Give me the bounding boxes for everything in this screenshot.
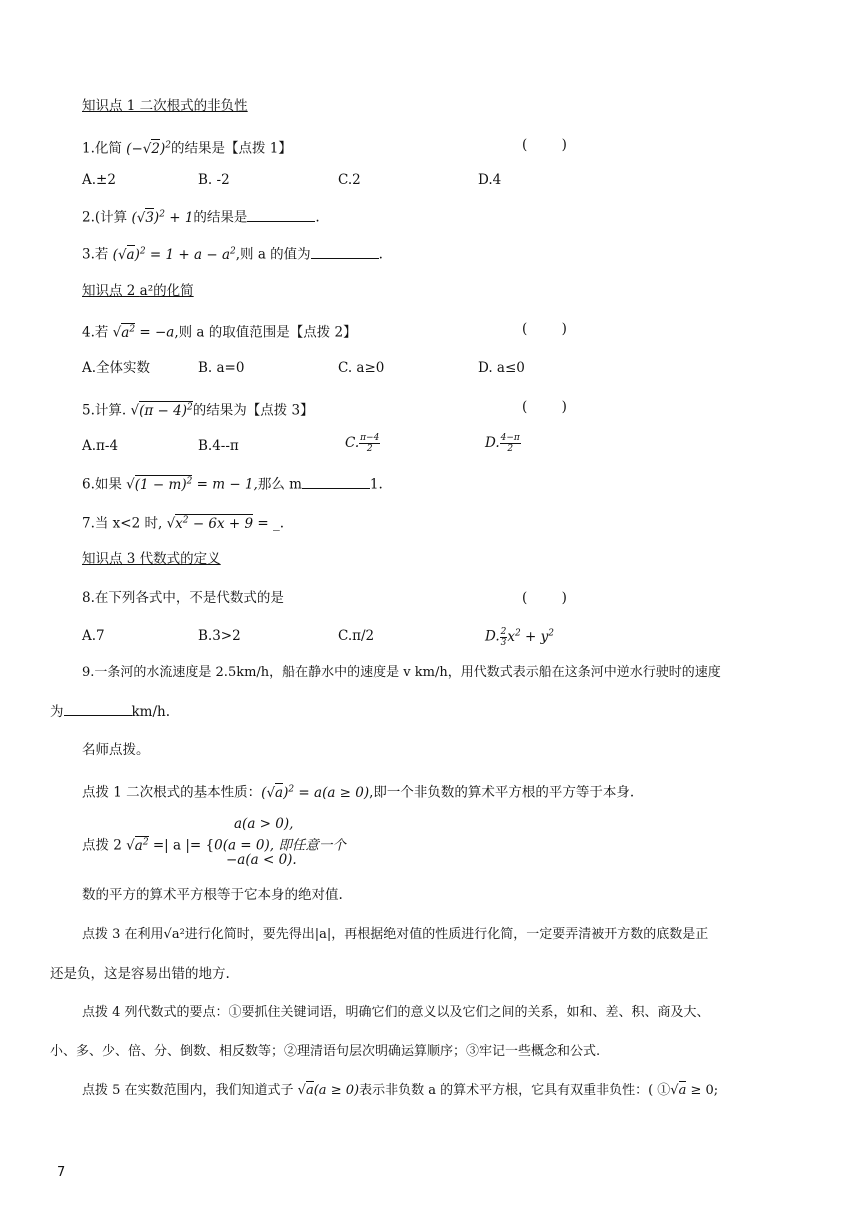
q8-option-d-fraction: $\frac{2}{3}$ <box>500 626 507 648</box>
q3-answer-blank <box>311 246 379 259</box>
tip2-case-1: a(a > 0), <box>234 816 294 832</box>
q4-expression: $√a^2 = -a$ <box>112 324 175 341</box>
q3-expression: $(√a)^2 = 1 + a - a^2$ <box>112 246 236 263</box>
section-heading-1: 知识点 1 二次根式的非负性 <box>82 98 248 114</box>
tip2-expression: $√a^2$ <box>126 837 149 854</box>
question-9-line-2: 为 km/h. <box>50 704 171 720</box>
tips-title: 名师点拨。 <box>82 742 150 758</box>
q4-option-c: C. a≥0 <box>338 360 385 376</box>
tip-2: 点拨 2 $√a^2$ =| a |= {0(a = 0), 即任意一个 <box>82 837 346 854</box>
q8-option-b: B.3>2 <box>198 628 241 644</box>
q6-expression: $√(1 - m)^2 = m - 1$, <box>126 476 258 493</box>
tip5-expression: √a(a ≥ 0) <box>297 1083 360 1098</box>
page-number: 7 <box>57 1165 66 1180</box>
section-heading-2: 知识点 2 a²的化简 <box>82 283 194 299</box>
question-3: 3.若 $(√a)^2 = 1 + a - a^2$,则 a 的值为 . <box>82 246 383 263</box>
question-1: 1.化简 $(-√2)^2$的结果是【点拨 1】 <box>82 140 292 157</box>
q1-answer-paren: ( ) <box>522 137 567 153</box>
q5-option-d-fraction: $\frac{4-\pi}{2}$ <box>500 433 520 454</box>
q1-option-b: B. -2 <box>198 172 230 188</box>
q5-option-c: C. $\frac{\pi-4}{2}$ <box>345 433 380 454</box>
q2-expression: $(√3)^2 + 1$ <box>131 209 194 226</box>
tip-4-line-1: 点拨 4 列代数式的要点：①要抓住关键词语，明确它们的意义以及它们之间的关系，如和、差、积、商及大、 <box>82 1005 710 1020</box>
tip-3-line-1: 点拨 3 在利用√a²进行化简时，要先得出|a|，再根据绝对值的性质进行化简，一定要弄清被开方数的底数是正 <box>82 927 709 942</box>
question-9-line-1: 9.一条河的水流速度是 2.5km/h，船在静水中的速度是 v km/h，用代数式表示船在这条河中逆水行驶时的速度 <box>82 665 721 680</box>
tip2-case-2: 0(a = 0), 即任意一个 <box>214 837 346 854</box>
q5-expression: $√(\pi - 4)^2$ <box>130 402 193 419</box>
q5-option-b: B.4--π <box>198 438 239 454</box>
q1-option-d: D.4 <box>478 172 502 188</box>
question-6: 6.如果 $√(1 - m)^2 = m - 1$,那么 m 1. <box>82 476 383 493</box>
question-5: 5.计算. $√(\pi - 4)^2$的结果为【点拨 3】 <box>82 402 314 419</box>
q8-answer-paren: ( ) <box>522 590 567 606</box>
tip2-case-3: −a(a < 0). <box>226 852 297 868</box>
q9-answer-blank <box>64 703 132 716</box>
q4-option-a: A.全体实数 <box>82 360 151 376</box>
section-heading-3: 知识点 3 代数式的定义 <box>82 551 221 567</box>
section-2-sqrt: a²的化简 <box>139 283 194 299</box>
q5-option-d: D. $\frac{4-\pi}{2}$ <box>485 433 520 454</box>
q8-option-d-terms: $x^2 + y^2$ <box>507 628 554 645</box>
tip-2-line-2: 数的平方的算术平方根等于它本身的绝对值. <box>82 887 343 903</box>
q7-expression: $√x^2 - 6x + 9$ = <box>166 515 274 532</box>
tip1-expression: $(√a)^2 = a(a \ge 0)$ <box>261 784 370 801</box>
question-8: 8.在下列各式中，不是代数式的是 <box>82 590 284 606</box>
q4-option-d: D. a≤0 <box>478 360 525 376</box>
q4-answer-paren: ( ) <box>522 321 567 337</box>
q5-option-a: A.π-4 <box>82 438 119 454</box>
q8-option-a: A.7 <box>82 628 105 644</box>
q8-option-c: C.π/2 <box>338 628 375 644</box>
q1-option-a: A.±2 <box>82 172 116 188</box>
tip-1: 点拨 1 二次根式的基本性质：$(√a)^2 = a(a \ge 0)$,即一个非负数的算术平方根的平方等于本身. <box>82 784 635 801</box>
tip-5: 点拨 5 在实数范围内，我们知道式子 √a(a ≥ 0)表示非负数 a 的算术平方根，它具有双重非负性：( ①√a ≥ 0; <box>82 1083 719 1098</box>
q1-expression: $(-√2)^2$ <box>126 140 171 157</box>
q4-option-b: B. a=0 <box>198 360 245 376</box>
question-4: 4.若 $√a^2 = -a$,则 a 的取值范围是【点拨 2】 <box>82 324 357 341</box>
q5-answer-paren: ( ) <box>522 399 567 415</box>
tip5-tail-expression: √a <box>670 1083 687 1098</box>
tip-3-line-2: 还是负，这是容易出错的地方. <box>50 966 230 982</box>
question-2: 2.(计算 $(√3)^2 + 1$的结果是 . <box>82 209 320 226</box>
q2-answer-blank <box>247 209 315 222</box>
q6-answer-blank <box>302 476 370 489</box>
q5-option-c-fraction: $\frac{\pi-4}{2}$ <box>360 433 380 454</box>
question-7: 7.当 x<2 时, $√x^2 - 6x + 9$ = _. <box>82 515 285 532</box>
tip-4-line-2: 小、多、少、倍、分、倒数、相反数等；②理清语句层次明确运算顺序；③牢记一些概念和公式. <box>50 1044 601 1059</box>
q8-option-d: D. $\frac{2}{3}$ $x^2 + y^2$ <box>485 626 554 648</box>
q1-option-c: C.2 <box>338 172 361 188</box>
